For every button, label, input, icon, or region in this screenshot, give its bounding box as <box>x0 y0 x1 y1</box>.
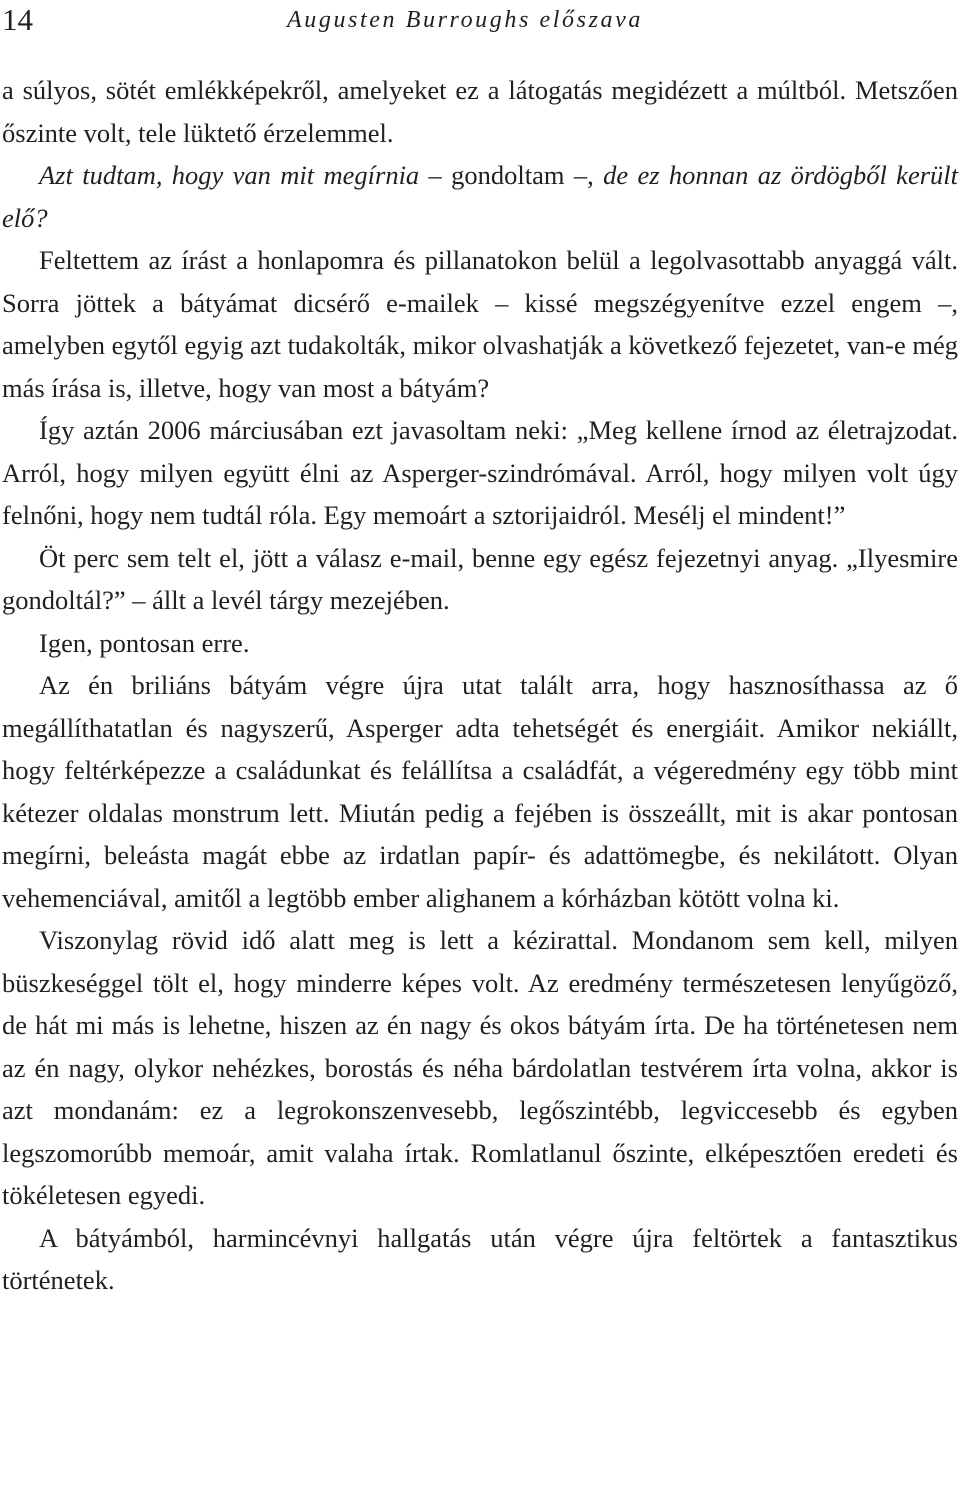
running-title: Augusten Burroughs előszava <box>287 7 643 33</box>
running-header <box>0 0 960 44</box>
paragraph: Így aztán 2006 márciusában ezt javasoltam neki: „Meg kellene írnod az életrajzodat. Arról, hogy milyen együtt élni az Asperger-szindrómával. Arról, hogy milyen volt úgy felnőni, hogy nem tudtál róla. Egy memoárt a sztorijaidról. Mesélj el mindent!” <box>2 415 958 530</box>
paragraph: A bátyámból, harmincévnyi hallgatás után végre újra feltörtek a fantasztikus történetek. <box>2 1222 958 1295</box>
paragraph: Igen, pontosan erre. <box>39 627 250 658</box>
thought-interjection: – gondoltam –, <box>419 160 604 190</box>
paragraph: Viszonylag rövid idő alatt meg is lett a kézirattal. Mondanom sem kell, milyen büszkeséggel tölt el, hogy minderre képes volt. Az eredmény természetesen lenyűgöző, de hát mi más is lehetne, hiszen az én nagy és okos bátyám írta. De ha történetesen nem az én nagy, olykor nehézkes, borostás és néha bárdolatlan testvérem írta volna, akkor is azt mondanám: ez a legrokonszenvesebb, legőszintébb, legviccesebb és egyben legszomorúbb memoár, amit valaha írtak. Romlatlanul őszinte, elképesztően eredeti és tökéletesen egyedi. <box>2 925 958 1210</box>
body-text <box>2 69 958 1302</box>
italic-thought-start: Azt tudtam, hogy van mit megírnia <box>39 160 420 190</box>
paragraph: Feltettem az írást a honlapomra és pillanatokon belül a legolvasottabb anyaggá vált. Sorra jöttek a bátyámat dicsérő e-mailek – kissé megszégyenítve ezzel engem –, amelyben egytől egyig azt tudakolták, mikor olvashatják a következő fejezetet, van-e még más írása is, illetve, hogy van most a bátyám? <box>2 245 958 403</box>
paragraph-continued: a súlyos, sötét emlékképekről, amelyeket ez a látogatás megidézett a múltból. Metszően őszinte volt, tele lüktető érzelemmel. <box>2 75 958 148</box>
page-number: 14 <box>2 2 33 37</box>
paragraph: Az én briliáns bátyám végre újra utat talált arra, hogy hasznosíthassa az ő megállíthatatlan és nagyszerű, Asperger adta tehetségét és energiáit. Amikor nekiállt, hogy feltérképezze a családunkat és felállítsa a családfát, a végeredmény egy több mint kétezer oldalas monstrum lett. Miután pedig a fejében is összeállt, mit is akar pontosan megírni, beleásta magát ebbe az irdatlan papír- és adattömegbe, és nekilátott. Olyan vehemenciával, amitől a legtöbb ember alighanem a kórházban kötött volna ki. <box>2 670 958 913</box>
paragraph-thought <box>2 154 958 239</box>
italic-thought-end: de ez honnan az ördögből került elő? <box>2 160 958 233</box>
paragraph: Öt perc sem telt el, jött a válasz e-mail, benne egy egész fejezetnyi anyag. „Ilyesmire gondoltál?” – állt a levél tárgy mezejében. <box>2 542 958 615</box>
